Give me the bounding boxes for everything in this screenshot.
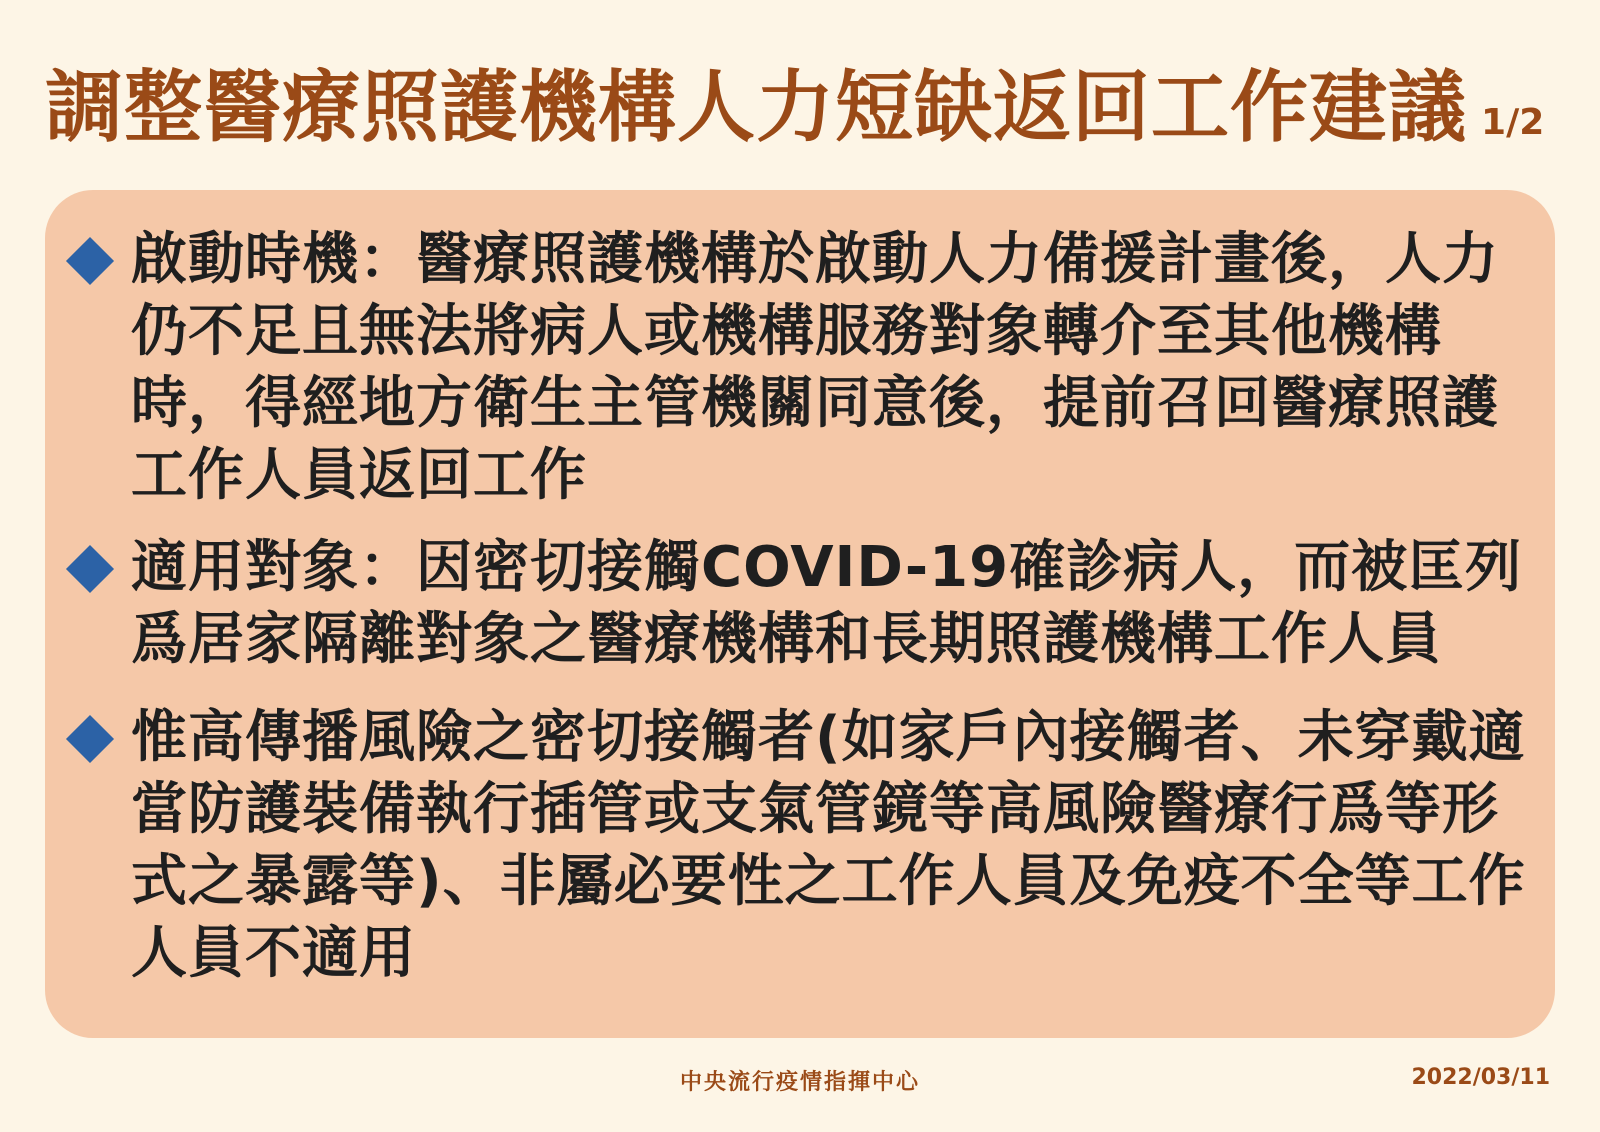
page-indicator: 1/2 [1481, 102, 1545, 143]
page-title: 調整醫療照護機構人力短缺返回工作建議 [45, 63, 1468, 153]
list-item-text: 啟動時機：醫療照護機構於啟動人力備援計畫後，人力仍不足且無法將病人或機構服務對象轉介至其他機構時，得經地方衛生主管機關同意後，提前召回醫療照護工作人員返回工作 [131, 227, 1499, 508]
diamond-bullet-icon [66, 237, 114, 285]
list-item-text: 適用對象：因密切接觸COVID-19確診病人，而被匡列爲居家隔離對象之醫療機構和長期照護機構工作人員 [131, 535, 1523, 672]
footer-organization: 中央流行疫情指揮中心 [679, 1070, 920, 1095]
list-item-text: 惟高傳播風險之密切接觸者(如家戶內接觸者、未穿戴適當防護裝備執行插管或支氣管鏡等高風險醫療行爲等形式之暴露等)、非屬必要性之工作人員及免疫不全等工作人員不適用 [131, 705, 1526, 986]
diamond-bullet-icon [66, 715, 114, 763]
diamond-bullet-icon [66, 545, 114, 593]
content-panel [45, 190, 1555, 1038]
title-row [45, 62, 1565, 162]
footer-date: 2022/03/11 [1411, 1065, 1550, 1090]
